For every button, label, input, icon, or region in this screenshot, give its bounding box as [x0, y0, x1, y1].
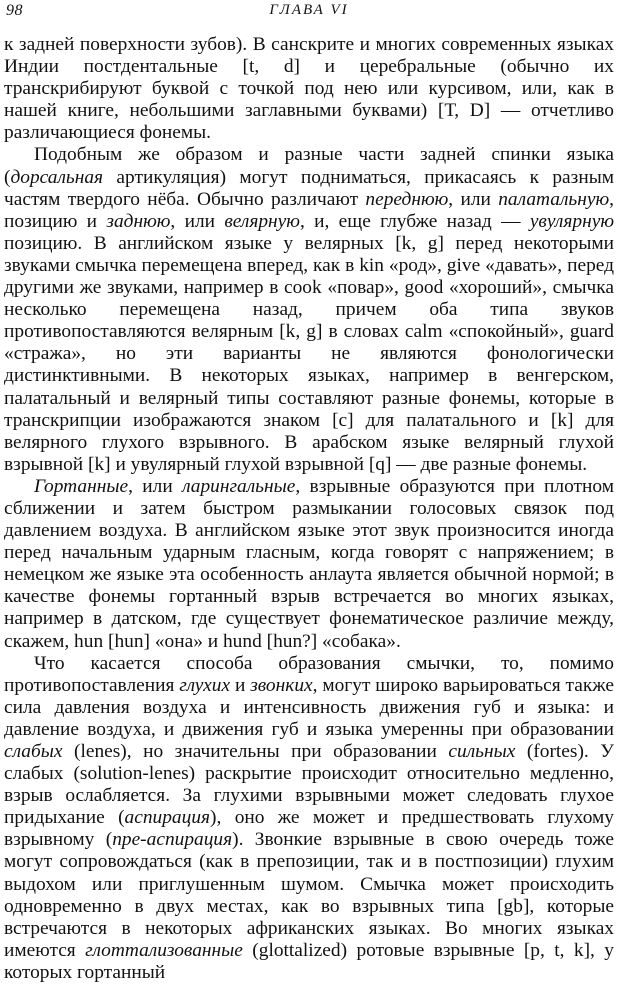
- italic-term: аспирация: [124, 807, 211, 829]
- paragraph-2: [4, 144, 614, 475]
- italic-term: ларингальные: [182, 475, 296, 497]
- text-run: Подобным же образом и разные части задней спинки языка (: [4, 144, 614, 188]
- text-run: (lenes), но значительны при образовании: [62, 741, 449, 762]
- text-run: ). Звонкие взрывные в свою очередь тоже могут сопровождаться (как в препозиции, так и в постпозиции) глухим выдохом или приглушенным шумом. Смычка может происходить одновременно в двух местах, как во взрывных типа [gb], которые встречаются в некоторых африканских языках. Во многих языках имеются: [4, 829, 614, 961]
- text-run: , позицию и: [4, 188, 614, 232]
- text-run: к задней поверхности зубов). В санскрите и многих современных языках Индии постдентальные [t, d] и церебральные (обычно их транскрибируют буквой с точкой под нею или курсивом, или, как в нашей книге, небольшими заглавными буквами) [Т, D] — отчетливо различающиеся фонемы.: [4, 34, 614, 144]
- text-run: , или: [170, 210, 225, 232]
- text-run: , могут широко варьироваться также сила давления воздуха и интенсивность движения губ и языка: и давление воздуха, и движения губ и языка умеренны при образовании: [4, 674, 615, 740]
- italic-term: Гортанные: [34, 475, 129, 497]
- text-run: (glottalized) ротовые взрывные [p, t, k], у которых гортанный: [4, 939, 614, 983]
- paragraph-3: [4, 476, 614, 653]
- chapter-title: ГЛАВА VI: [269, 2, 349, 18]
- italic-term: велярную: [224, 210, 300, 232]
- italic-term: глоттализованные: [85, 939, 243, 961]
- text-run: , и, еще глубже назад —: [299, 210, 530, 232]
- italic-term: глухих: [179, 674, 231, 696]
- text-run: , или: [448, 188, 499, 210]
- text-run: , взрывные образуются при плотном сближении и затем быстром размыкании голосовых связок под давлением воздуха. В английском языке этот звук произносится иногда перед начальным ударным гласным, когда говорят с напряжением; в немецком же языке эта особенность анлаута является обычной нормой; в качестве фонемы гортанный взрыв встречается во многих языках, например в датском, где существует фонематическое различие между, скажем, hun [hun] «она» и hund [hun?] «собака».: [4, 475, 614, 652]
- italic-term: дорсальная: [10, 166, 104, 188]
- italic-term: палатальную: [498, 188, 610, 210]
- text-run: ), оно же может и предшествовать глухому взрывному (: [4, 807, 614, 851]
- italic-term: слабых: [4, 741, 63, 762]
- paragraph-4: [4, 653, 614, 984]
- text-run: позицию. В английском языке у велярных [k, g] перед некоторыми звуками смычка перемещена вперед, как в kin «род», give «давать», перед другими же звуками, например в cook «повар», good «хороший», смычка несколько перемещена назад, причем оба типа звуков противопоставляются велярным [k, g] в словах calm «спокойный», guard «стража», но эти варианты не являются фонологически дистинктивными. В некоторых языках, например в венгерском, палатальный и велярный типы составляют разные фонемы, которые в транскрипции изображаются знаком [c] для палатального и [k] для велярного глухого взрывного. В арабском языке велярный глухой взрывной [k] и увулярный глухой взрывной [q] — две разные фонемы.: [4, 232, 614, 475]
- body-text: [4, 34, 614, 984]
- italic-term: пре-аспирация: [112, 829, 233, 851]
- italic-term: заднюю: [106, 210, 171, 232]
- page-number: 98: [6, 2, 23, 19]
- italic-term: звонких: [250, 674, 313, 696]
- text-run: Что касается способа образования смычки, то, помимо противопоставления: [4, 652, 614, 696]
- text-run: и: [230, 674, 251, 696]
- text-run: артикуляция) могут подниматься, прикасаясь к разным частям твердого нёба. Обычно различают: [4, 166, 614, 210]
- italic-term: сильных: [448, 741, 516, 762]
- italic-term: переднюю: [365, 188, 449, 210]
- italic-term: увулярную: [529, 210, 614, 232]
- paragraph-1: [4, 34, 614, 144]
- running-header: [4, 0, 614, 34]
- text-run: , или: [128, 475, 183, 497]
- text-run: (fortes). У слабых (solution-lenes) раскрытие происходит относительно медленно, взрыв ослабляется. За глухими взрывными может следовать глухое придыхание (: [4, 741, 614, 829]
